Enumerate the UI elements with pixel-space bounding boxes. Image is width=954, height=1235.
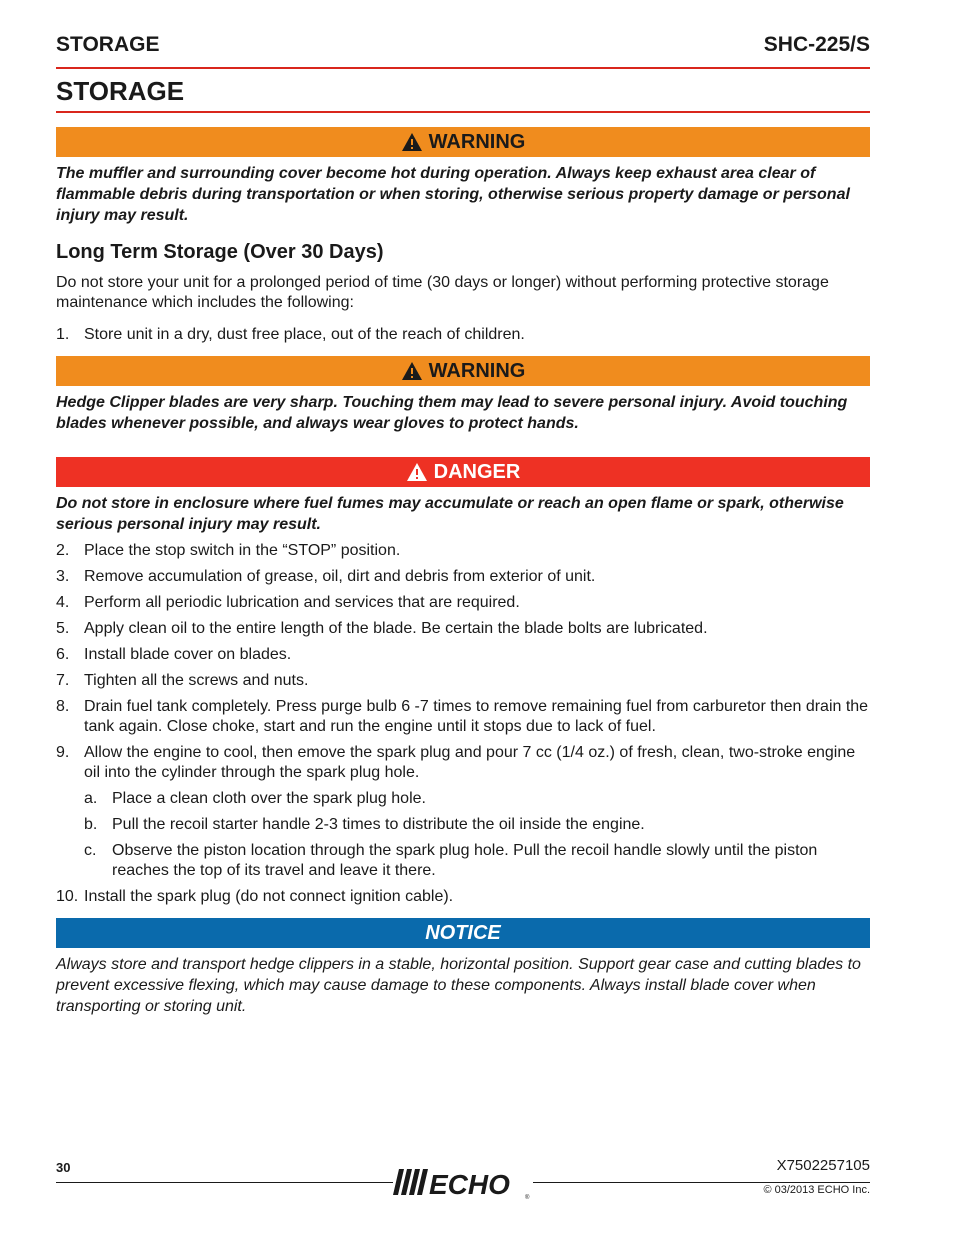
list-number: 4.: [56, 594, 70, 611]
copyright: © 03/2013 ECHO Inc.: [763, 1184, 870, 1196]
intro-paragraph: Do not store your unit for a prolonged period of time (30 days or longer) without performing protective storage maintenance which includes the following:: [56, 274, 829, 311]
list-text: Tighten all the screws and nuts.: [84, 672, 309, 689]
list-item: [56, 593, 870, 613]
list-text: Drain fuel tank completely. Press purge bulb 6 -7 times to remove remaining fuel from carburetor then drain the tank again. Close choke, start and run the engine until it stops due to lack of fuel.: [84, 698, 869, 735]
sub-list-item: [56, 841, 870, 881]
list-text: Allow the engine to cool, then emove the spark plug and pour 7 cc (1/4 oz.) of fresh, clean, two-stroke engine oil into the cylinder through the spark plug hole.: [84, 744, 856, 781]
danger-triangle-icon: [406, 462, 428, 482]
running-header: [56, 33, 870, 69]
sub-list-letter: b.: [84, 816, 98, 833]
danger-label: DANGER: [433, 460, 521, 483]
list-number: 2.: [56, 542, 70, 559]
sub-list-item: [56, 789, 870, 809]
list-item: [56, 743, 870, 783]
warning-text: Hedge Clipper blades are very sharp. Touching them may lead to severe personal injury. Avoid touching blades whenever possible, and always wear gloves to protect hands.: [56, 394, 848, 432]
part-number: X7502257105: [776, 1157, 870, 1174]
footer-rule-right: [533, 1182, 870, 1183]
list-item: [56, 645, 870, 665]
page-number: 30: [56, 1160, 71, 1175]
list-item: [56, 619, 870, 639]
notice-banner: [56, 918, 870, 948]
danger-text: Do not store in enclosure where fuel fumes may accumulate or reach an open flame or spark, otherwise serious personal injury may result.: [56, 495, 844, 533]
logo-text: ECHO: [429, 1169, 510, 1200]
list-item: [56, 887, 870, 907]
list-item: [56, 567, 870, 587]
warning-label: WARNING: [428, 359, 526, 382]
list-item: [56, 671, 870, 691]
list-item: [56, 697, 870, 737]
list-item: [56, 541, 870, 561]
list-number: 5.: [56, 620, 70, 637]
warning-banner: [56, 356, 870, 386]
section-heading: Long Term Storage (Over 30 Days): [56, 241, 384, 263]
footer-rule-left: [56, 1182, 393, 1183]
sub-list-letter: c.: [84, 842, 97, 859]
sub-list-item: [56, 815, 870, 835]
svg-text:®: ®: [525, 1195, 530, 1201]
header-section: STORAGE: [56, 33, 160, 56]
sub-list-letter: a.: [84, 790, 98, 807]
list-number: 3.: [56, 568, 70, 585]
sub-list-text: Observe the piston location through the spark plug hole. Pull the recoil handle slowly until the piston reaches the top of its travel and leave it there.: [112, 842, 818, 879]
list-text: Place the stop switch in the “STOP” position.: [84, 542, 401, 559]
list-text: Perform all periodic lubrication and services that are required.: [84, 594, 520, 611]
list-number: 9.: [56, 744, 70, 761]
list-number: 6.: [56, 646, 70, 663]
danger-banner: [56, 457, 870, 487]
list-number: 10.: [56, 888, 79, 905]
list-number: 7.: [56, 672, 70, 689]
warning-banner: [56, 127, 870, 157]
warning-text: The muffler and surrounding cover become hot during operation. Always keep exhaust area clear of flammable debris during transportation or when storing, otherwise serious property damage or personal injury may result.: [56, 165, 850, 224]
echo-logo: [393, 1163, 533, 1201]
list-number: 1.: [56, 326, 70, 343]
header-model: SHC-225/S: [763, 33, 870, 56]
warning-label: WARNING: [428, 130, 526, 153]
sub-list-text: Place a clean cloth over the spark plug hole.: [112, 790, 426, 807]
content: [56, 127, 870, 1017]
list-text: Remove accumulation of grease, oil, dirt and debris from exterior of unit.: [84, 568, 596, 585]
list-item: [56, 325, 870, 345]
warning-triangle-icon: [401, 132, 423, 152]
list-text: Store unit in a dry, dust free place, out of the reach of children.: [84, 326, 525, 343]
page-title: STORAGE: [56, 76, 185, 106]
notice-text: Always store and transport hedge clippers in a stable, horizontal position. Support gear case and cutting blades to prevent excessive flexing, which may cause damage to these components. Always install blade cover when transporting or storing unit.: [56, 956, 861, 1015]
steps-list: [56, 541, 870, 907]
list-text: Install blade cover on blades.: [84, 646, 292, 663]
notice-label: NOTICE: [425, 921, 501, 944]
list-number: 8.: [56, 698, 70, 715]
list-text: Install the spark plug (do not connect ignition cable).: [84, 888, 454, 905]
page-title-wrap: [56, 74, 870, 113]
sub-list-text: Pull the recoil starter handle 2-3 times to distribute the oil inside the engine.: [112, 816, 645, 833]
list-text: Apply clean oil to the entire length of the blade. Be certain the blade bolts are lubricated.: [84, 620, 708, 637]
warning-triangle-icon: [401, 361, 423, 381]
